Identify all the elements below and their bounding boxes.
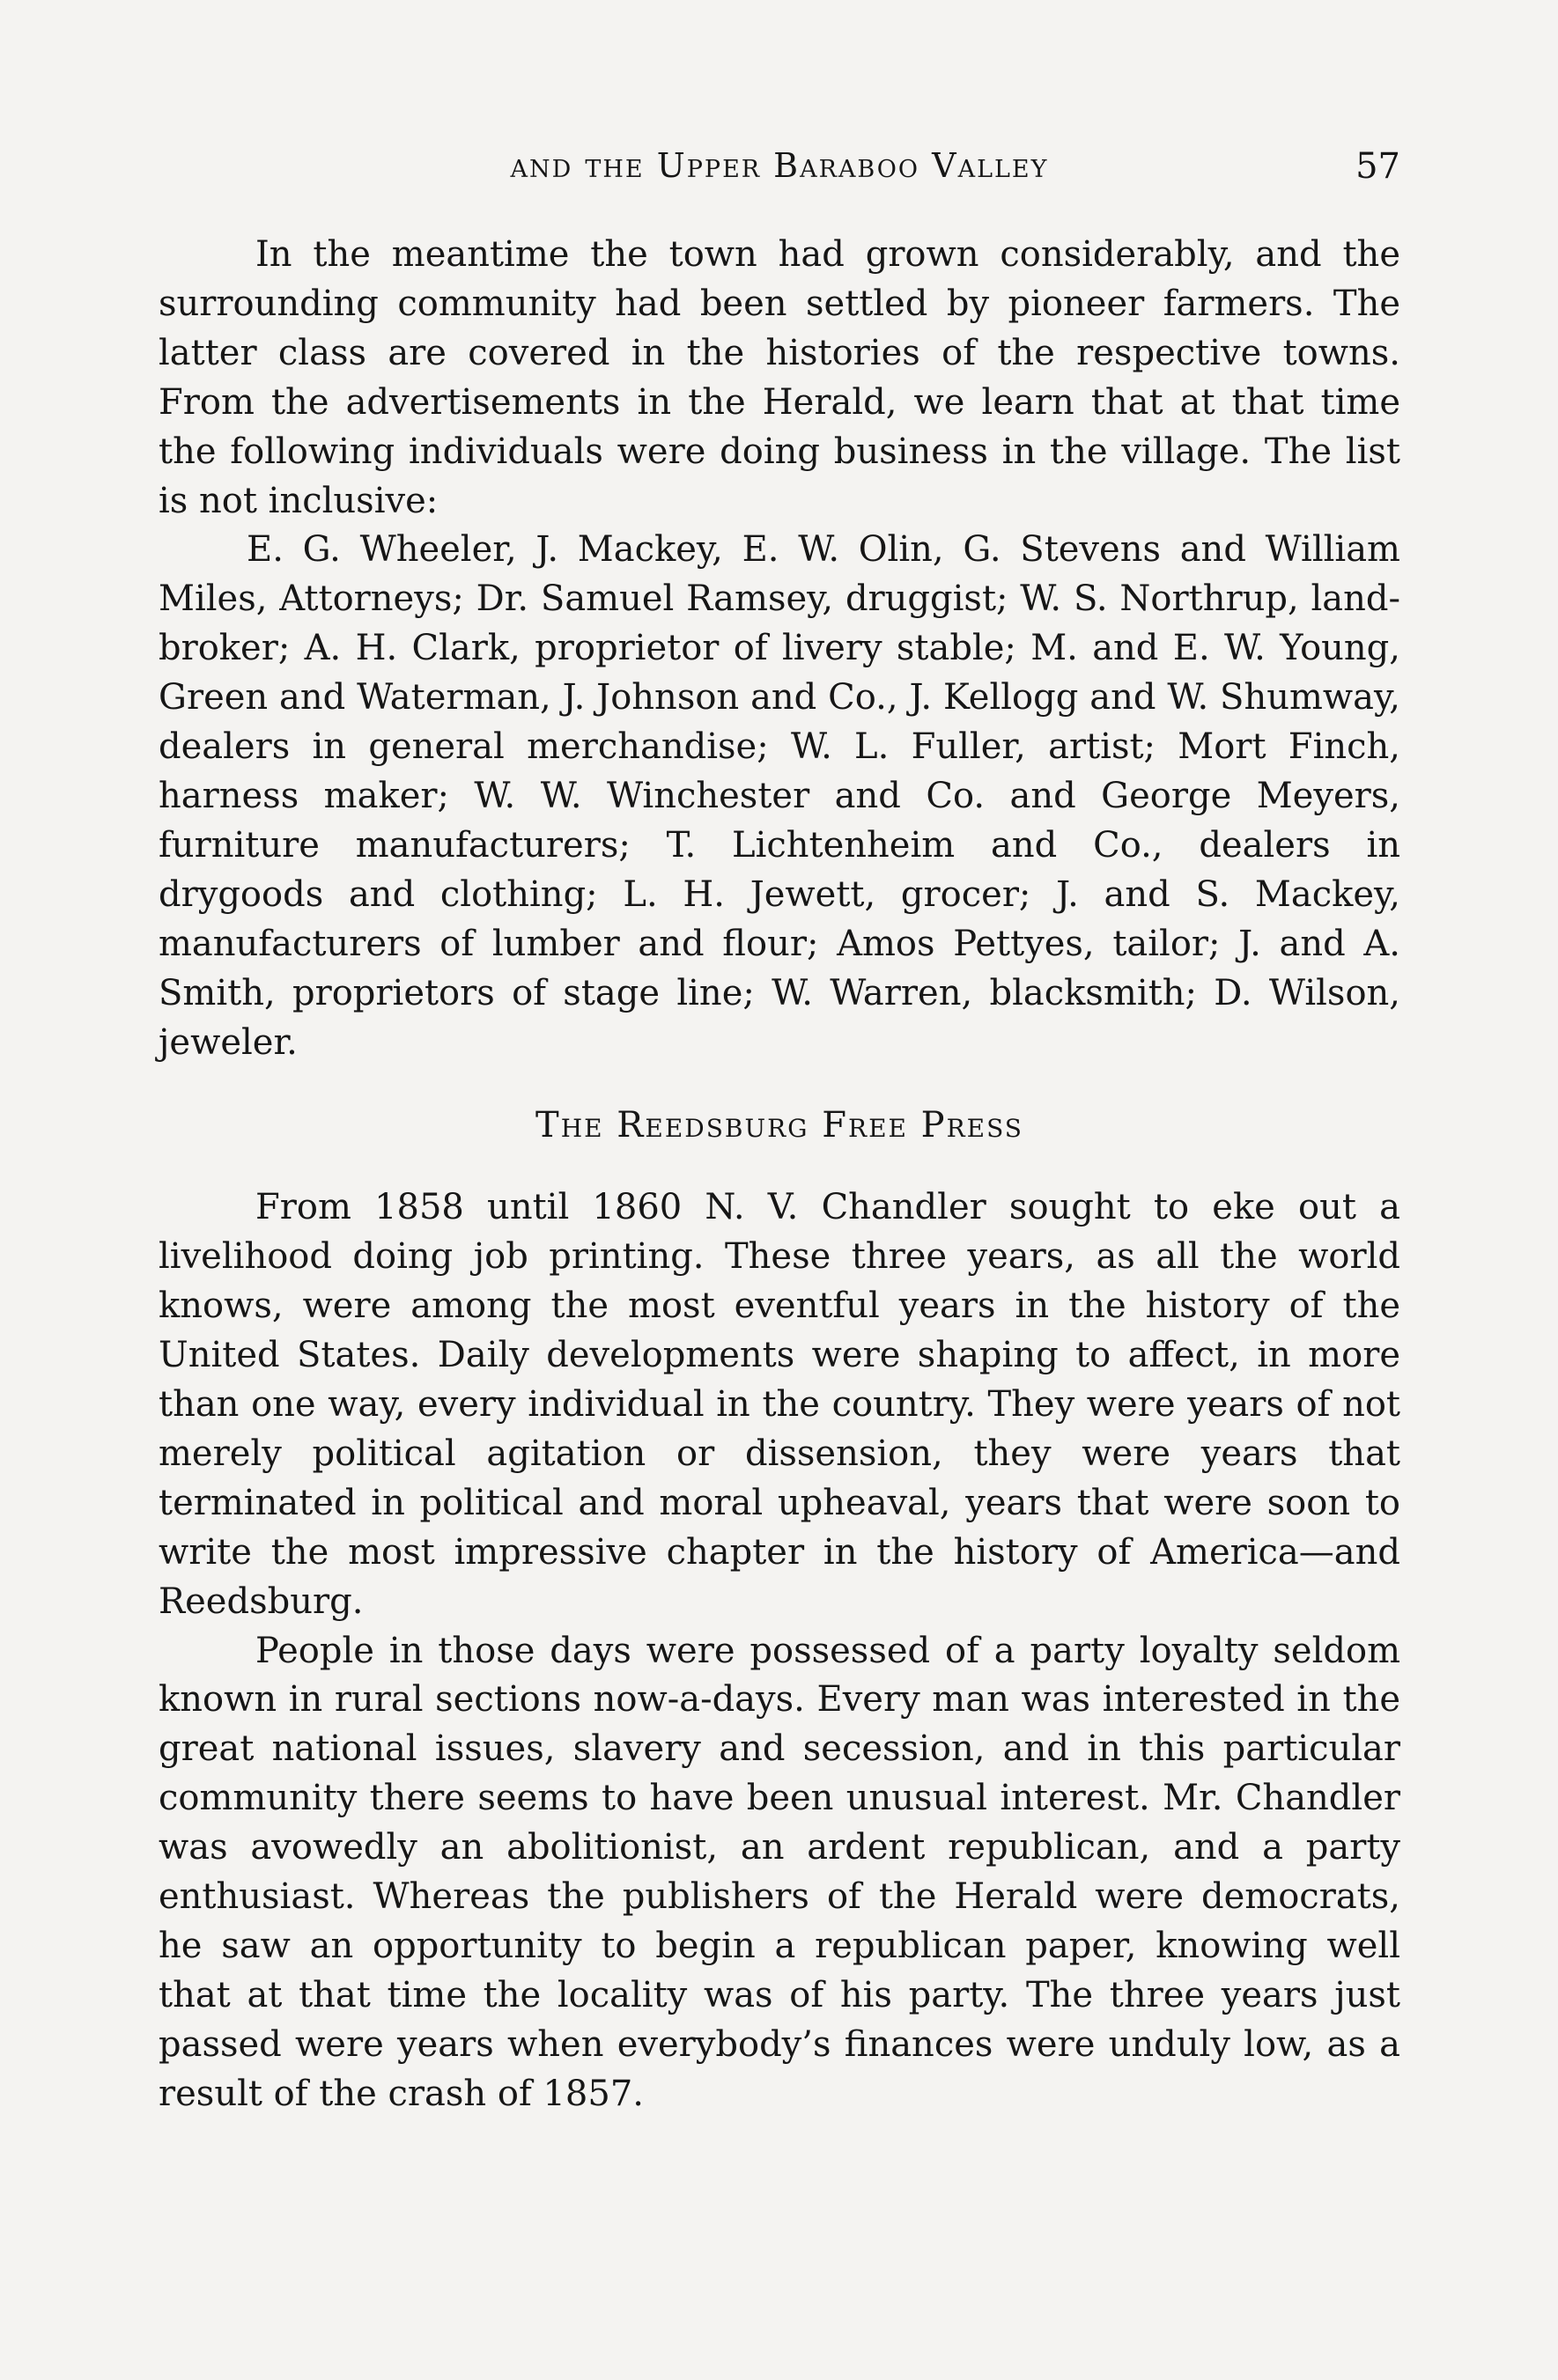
running-head [159, 146, 1400, 195]
paragraph-party-loyalty: People in those days were possessed of a party loyalty seldom known in rural sections now-a-days. Every man was interested in the great national issues, slavery and secession, and in this particular community there seems to have been unusual interest. Mr. Chandler was avowedly an abolitionist, an ardent republican, and a party enthusiast. Whereas the publishers of the Herald were democrats, he saw an opportunity to begin a republican paper, knowing well that at that time the locality was of his party. The three years just passed were years when everybody’s finances were unduly low, as a result of the crash of 1857. [159, 1630, 1400, 2114]
body-text [159, 231, 1400, 2119]
section-heading: The Reedsburg Free Press [535, 1105, 1023, 1146]
paragraph-business-list: E. G. Wheeler, J. Mackey, E. W. Olin, G. Stevens and William Miles, Attorneys; Dr. Samuel Ramsey, druggist; W. S. Northrup, land-broker; A. H. Clark, proprietor of livery stable; M. and E. W. Young, Green and Waterman, J. Johnson and Co., J. Kellogg and W. Shumway, dealers in general merchandise; W. L. Fuller, artist; Mort Finch, harness maker; W. W. Winchester and Co. and George Meyers, furniture manufacturers; T. Lichtenheim and Co., dealers in drygoods and clothing; L. H. Jewett, grocer; J. and S. Mackey, manufacturers of lumber and flour; Amos Pettyes, tailor; J. and A. Smith, proprietors of stage line; W. Warren, blacksmith; D. Wilson, jeweler. [159, 529, 1400, 1063]
paragraph-chandler-printing: From 1858 until 1860 N. V. Chandler sought to eke out a livelihood doing job printing. These three years, as all the world knows, were among the most eventful years in the history of the United States. Daily developments were shaping to affect, in more than one way, every individual in the country. They were years of not merely political agitation or dissension, they were years that terminated in political and moral upheaval, years that were soon to write the most impressive chapter in the history of America—and Reedsburg. [159, 1187, 1400, 1622]
page-number: 57 [1355, 146, 1400, 187]
paragraph-town-growth: In the meantime the town had grown considerably, and the surrounding community had been settled by pioneer farmers. The latter class are covered in the histories of the respective towns. From the advertisements in the Herald, we learn that at that time the following individuals were doing business in the village. The list is not inclusive: [159, 234, 1400, 521]
running-title: and the Upper Baraboo Valley [510, 146, 1049, 185]
